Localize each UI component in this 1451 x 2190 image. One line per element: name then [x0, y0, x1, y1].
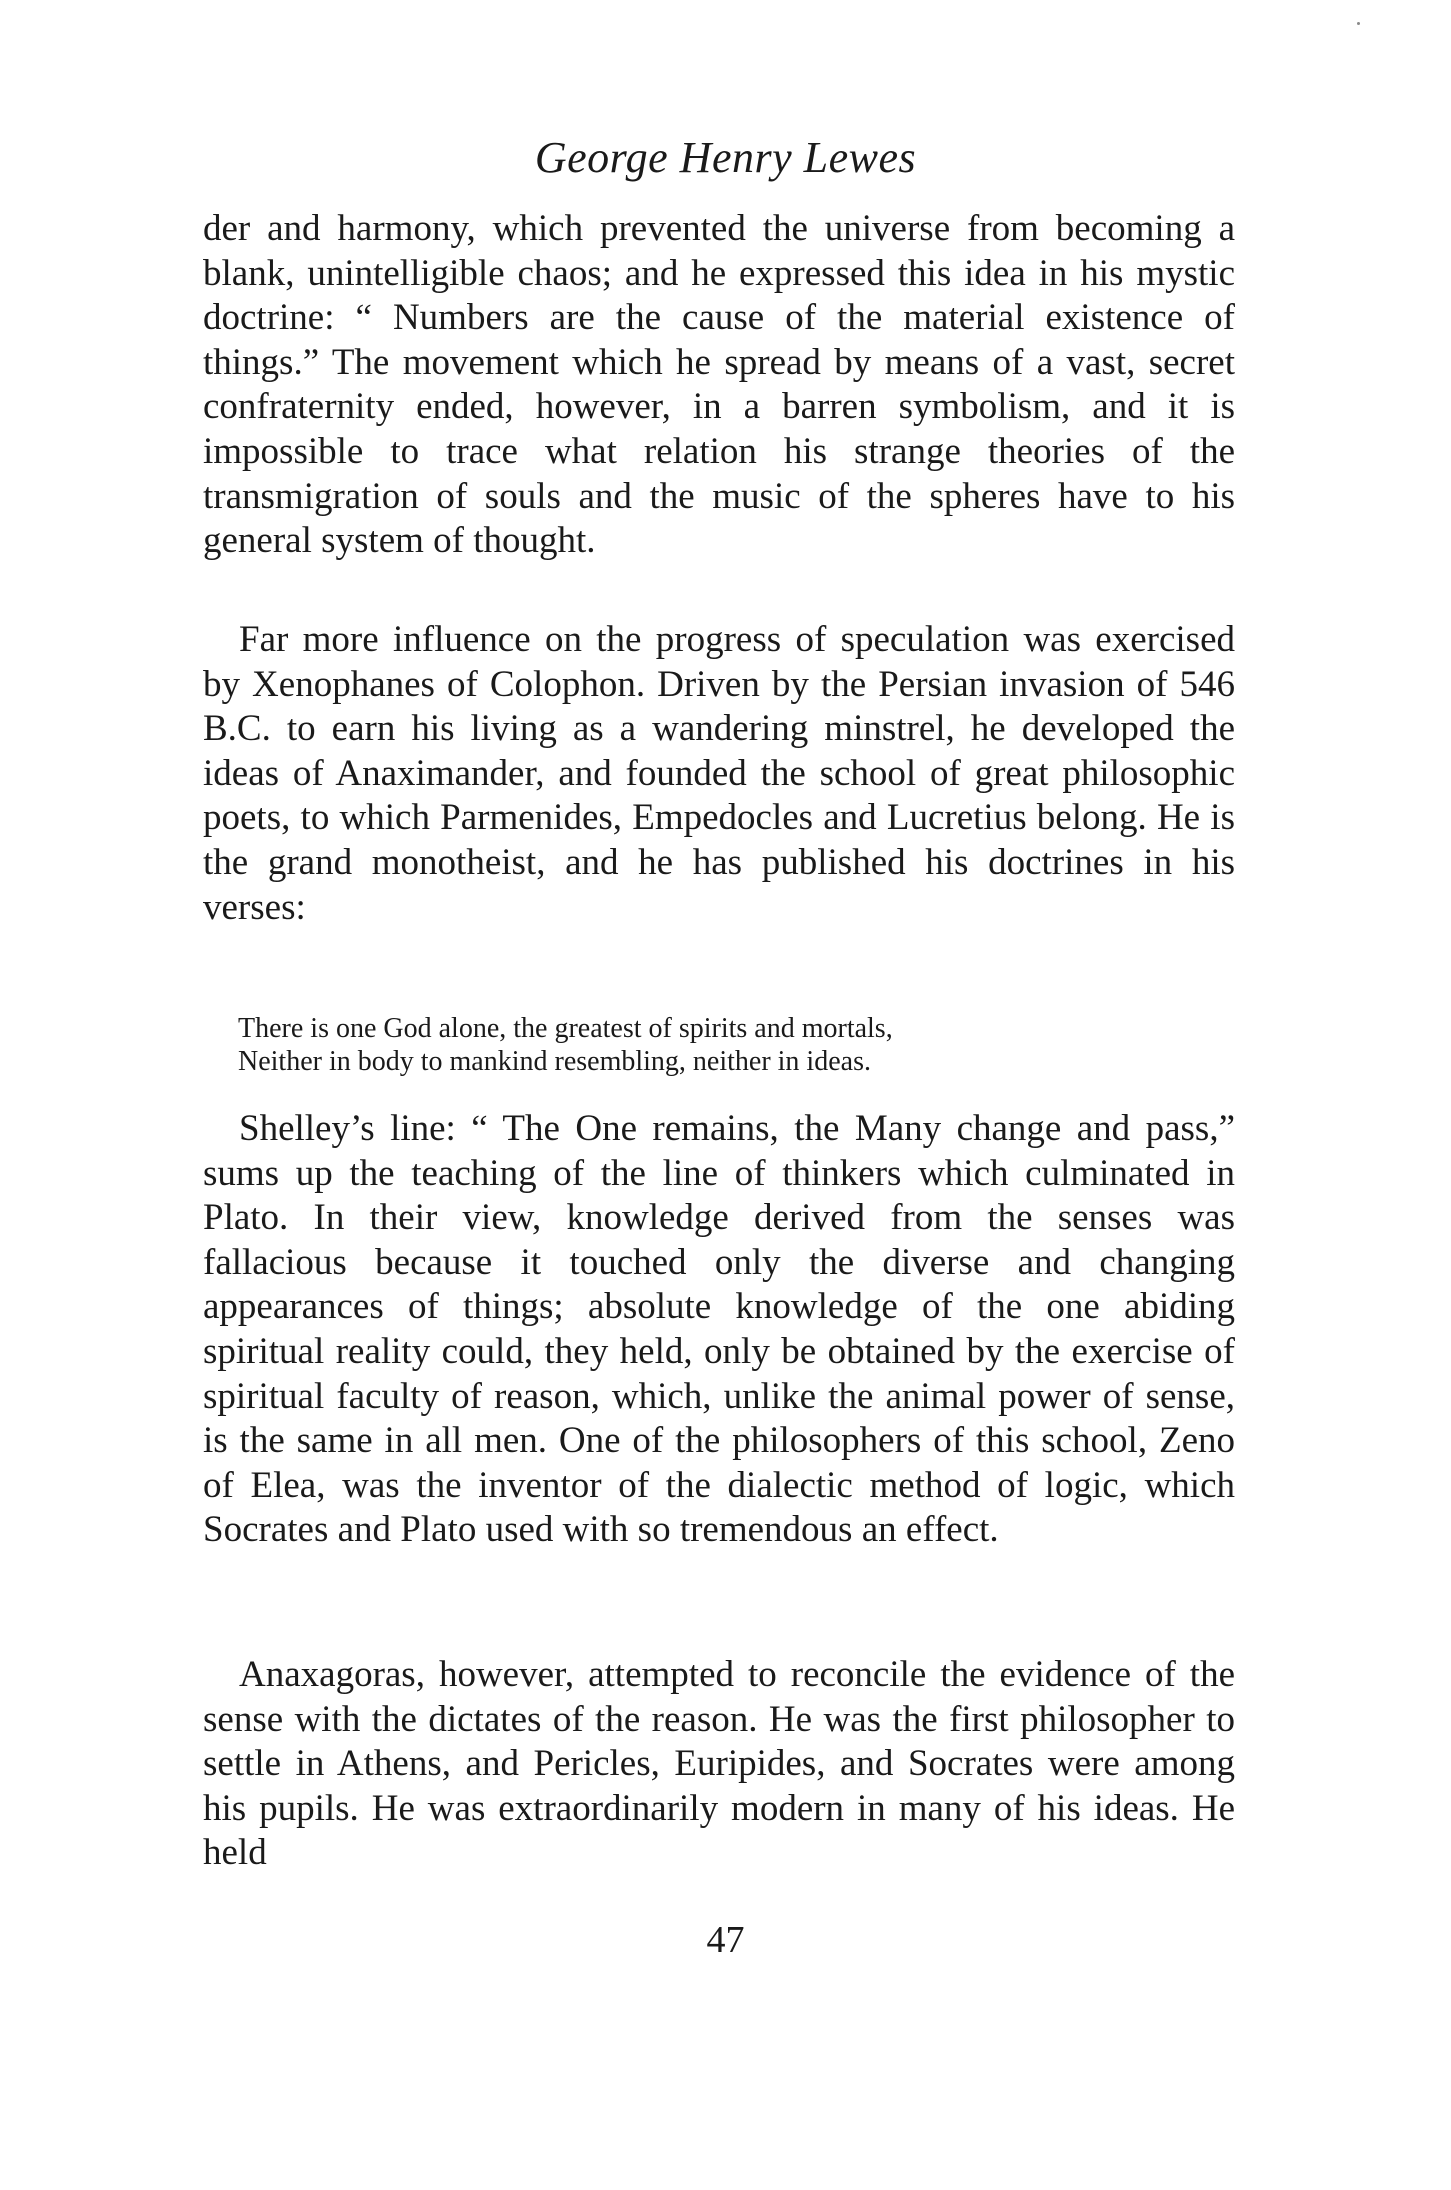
running-head: George Henry Lewes [534, 133, 917, 182]
paragraph-1 [203, 207, 1235, 564]
verse-quotation [238, 1012, 1218, 1078]
paragraph-4 [203, 1653, 1235, 1876]
verse-line-1: There is one God alone, the greatest of spirits and mortals, [238, 1013, 893, 1044]
paragraph-1-text: der and harmony, which prevented the universe from becoming a blank, unintelligible chaos; and he expressed this idea in his mystic doctrine: “ Numbers are the cause of the material existence of things.” The movement which he spread by means of a vast, secret confraternity ended, however, in a barren symbolism, and it is impossible to trace what relation his strange theories of the transmigration of souls and the music of the spheres have to his general system of thought. [203, 208, 1235, 562]
page-number: 47 [706, 1919, 745, 1961]
paragraph-2 [203, 618, 1235, 930]
paragraph-2-text: Far more influence on the progress of speculation was exercised by Xenophanes of Colophon. Driven by the Persian invasion of 546 B.C. to earn his living as a wandering minstrel, he developed the ideas of Anaximander, and founded the school of great philosophic poets, to which Parmenides, Empedocles and Lucretius belong. He is the grand monotheist, and he has published his doctrines in his verses: [203, 619, 1235, 928]
paragraph-3 [203, 1107, 1235, 1553]
paragraph-3-text: Shelley’s line: “ The One remains, the Many change and pass,” sums up the teaching of the line of thinkers which culminated in Plato. In their view, knowledge derived from the senses was fallacious because it touched only the diverse and changing appearances of things; absolute knowledge of the one abiding spiritual reality could, they held, only be obtained by the exercise of spiritual faculty of reason, which, unlike the animal power of sense, is the same in all men. One of the philosophers of this school, Zeno of Elea, was the inventor of the dialectic method of logic, which Socrates and Plato used with so tremendous an effect. [203, 1108, 1235, 1551]
verse-line-2: Neither in body to mankind resembling, neither in ideas. [238, 1046, 871, 1077]
scan-speck [1357, 22, 1360, 25]
paragraph-4-text: Anaxagoras, however, attempted to reconcile the evidence of the sense with the dictates of the reason. He was the first philosopher to settle in Athens, and Pericles, Euripides, and Socrates were among his pupils. He was extraordinarily modern in many of his ideas. He held [203, 1654, 1235, 1874]
